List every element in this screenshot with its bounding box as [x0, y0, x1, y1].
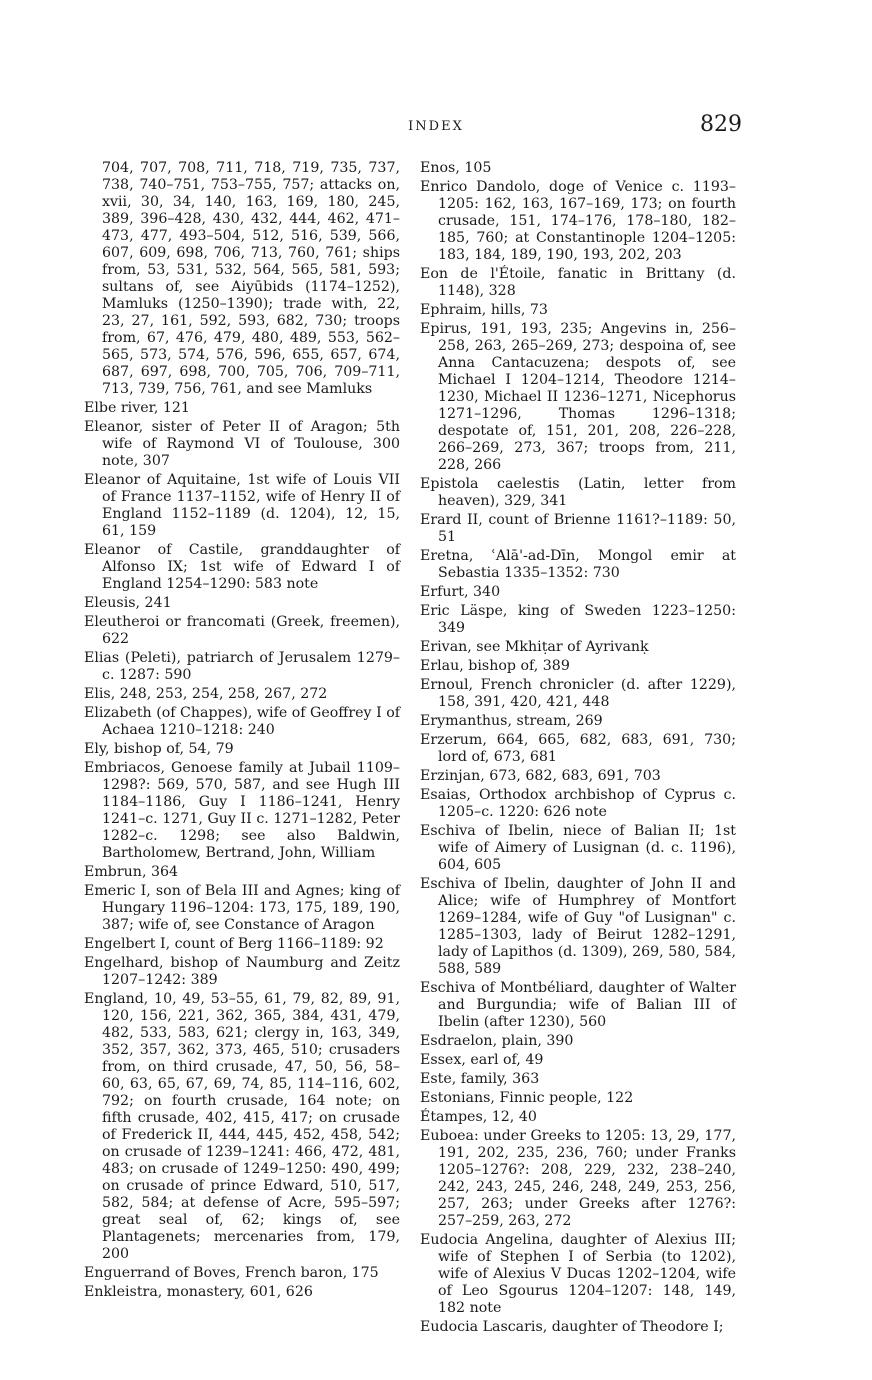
index-entry: Eudocia Angelina, daughter of Alexius III; wife of Stephen I of Serbia (to 1202), wife of Alexius V Ducas 1202–1204, wife of Leo Sgourus 1204–1207: 148, 149, 182 note — [420, 1232, 736, 1316]
index-entry: Eudocia Lascaris, daughter of Theodore I; — [420, 1319, 724, 1335]
index-entry: Epirus, 191, 193, 235; Angevins in, 256–258, 263, 265–269, 273; despoina of, see Anna Cantacuzena; despots of, see Michael I 1204–1214, Theodore 1214–1230, Michael II 1236–1271, Nicephorus 1271–1296, Thomas 1296–1318; despotate of, 151, 201, 208, 226–228, 266–269, 273, 367; troops from, 211, 228, 266 — [420, 321, 736, 473]
running-header: INDEX — [408, 119, 464, 134]
index-entry: Engelbert I, count of Berg 1166–1189: 92 — [84, 936, 384, 952]
index-entry: Esdraelon, plain, 390 — [420, 1033, 574, 1049]
index-entry: Erzinjan, 673, 682, 683, 691, 703 — [420, 768, 661, 784]
index-entry: Erfurt, 340 — [420, 584, 501, 600]
index-entry: Eschiva of Ibelin, daughter of John II and Alice; wife of Humphrey of Montfort 1269–1284, wife of Guy "of Lusignan" c. 1285–1303, lady of Beirut 1282–1291, lady of Lapithos (d. 1309), 269, 580, 584, 588, 589 — [420, 876, 736, 977]
index-entry: Eleanor of Aquitaine, 1st wife of Louis VII of France 1137–1152, wife of Henry II of England 1152–1189 (d. 1204), 12, 15, 61, 159 — [84, 472, 400, 539]
index-entry: Eretna, ʿAlā'-ad-Dīn, Mongol emir at Sebastia 1335–1352: 730 — [420, 548, 736, 581]
index-entry: Erlau, bishop of, 389 — [420, 658, 570, 674]
index-entry: Eschiva of Ibelin, niece of Balian II; 1st wife of Aimery of Lusignan (d. c. 1196), 604, 605 — [420, 823, 736, 873]
index-entry: Étampes, 12, 40 — [420, 1109, 537, 1125]
index-entry: Eschiva of Montbéliard, daughter of Walter and Burgundia; wife of Balian III of Ibelin (after 1230), 560 — [420, 980, 736, 1030]
index-entry: England, 10, 49, 53–55, 61, 79, 82, 89, 91, 120, 156, 221, 362, 365, 384, 431, 479, 482, 533, 583, 621; clergy in, 163, 349, 352, 357, 362, 373, 465, 510; crusaders from, on third crusade, 47, 50, 56, 58–60, 63, 65, 67, 69, 74, 85, 114–116, 602, 792; on fourth crusade, 164 note; on fifth crusade, 402, 415, 417; on crusade of Frederick II, 444, 445, 452, 458, 542; on crusade of 1239–1241: 466, 472, 481, 483; on crusade of 1249–1250: 490, 499; on crusade of prince Edward, 510, 517, 582, 584; at defense of Acre, 595–597; great seal of, 62; kings of, see Plantagenets; mercenaries from, 179, 200 — [84, 991, 400, 1262]
index-entry: Eleusis, 241 — [84, 595, 172, 611]
index-entry: Euboea: under Greeks to 1205: 13, 29, 177, 191, 202, 235, 236, 760; under Franks 1205–1276?: 208, 229, 232, 238–240, 242, 243, 245, 246, 248, 249, 253, 256, 257, 263; under Greeks after 1276?: 257–259, 263, 272 — [420, 1128, 736, 1229]
index-entry: Erard II, count of Brienne 1161?–1189: 50, 51 — [420, 512, 736, 545]
index-entry: Eleanor, sister of Peter II of Aragon; 5th wife of Raymond VI of Toulouse, 300 note, 307 — [84, 419, 400, 469]
page-number: 829 — [700, 112, 742, 137]
index-entry: Estonians, Finnic people, 122 — [420, 1090, 634, 1106]
index-entry: Eon de l'Étoile, fanatic in Brittany (d. 1148), 328 — [420, 266, 736, 299]
index-entry: Elias (Peleti), patriarch of Jerusalem 1279–c. 1287: 590 — [84, 650, 400, 683]
index-entry: Elis, 248, 253, 254, 258, 267, 272 — [84, 686, 328, 702]
index-entry: Erivan, see Mkhiṭar of Ayrivanḳ — [420, 639, 649, 655]
index-entry: Embrun, 364 — [84, 864, 179, 880]
index-entry: Enkleistra, monastery, 601, 626 — [84, 1284, 313, 1300]
index-entry: Eleutheroi or francomati (Greek, freemen), 622 — [84, 614, 400, 647]
index-entry: Erymanthus, stream, 269 — [420, 713, 603, 729]
index-column-left — [84, 160, 400, 1303]
index-entry: 704, 707, 708, 711, 718, 719, 735, 737, 738, 740–751, 753–755, 757; attacks on, xvii, 30, 34, 140, 163, 169, 180, 245, 389, 396–428, 430, 432, 444, 462, 471–473, 477, 493–504, 512, 516, 539, 566, 607, 609, 698, 706, 713, 760, 761; ships from, 53, 531, 532, 564, 565, 581, 593; sultans of, see Aiyūbids (1174–1252), Mamluks (1250–1390); trade with, 22, 23, 27, 161, 592, 593, 682, 730; troops from, 67, 476, 479, 480, 489, 553, 562–565, 573, 574, 576, 596, 655, 657, 674, 687, 697, 698, 700, 705, 706, 709–711, 713, 739, 756, 761, and see Mamluks — [102, 160, 400, 397]
index-entry: Elbe river, 121 — [84, 400, 190, 416]
index-column-right — [420, 160, 736, 1338]
index-entry: Ely, bishop of, 54, 79 — [84, 741, 234, 757]
index-entry: Essex, earl of, 49 — [420, 1052, 544, 1068]
index-entry: Ephraim, hills, 73 — [420, 302, 548, 318]
index-entry: Enrico Dandolo, doge of Venice c. 1193–1205: 162, 163, 167–169, 173; on fourth crusade, 151, 174–176, 178–180, 182–185, 760; at Constantinople 1204–1205: 183, 184, 189, 190, 193, 202, 203 — [420, 179, 736, 263]
index-entry: Emeric I, son of Bela III and Agnes; king of Hungary 1196–1204: 173, 175, 189, 190, 387; wife of, see Constance of Aragon — [84, 883, 400, 933]
index-entry: Enos, 105 — [420, 160, 492, 176]
index-entry: Elizabeth (of Chappes), wife of Geoffrey I of Achaea 1210–1218: 240 — [84, 705, 400, 738]
index-entry: Embriacos, Genoese family at Jubail 1109–1298?: 569, 570, 587, and see Hugh III 1184–1186, Guy I 1186–1241, Henry 1241–c. 1271, Guy II c. 1271–1282, Peter 1282–c. 1298; see also Baldwin, Bartholomew, Bertrand, John, William — [84, 760, 400, 861]
index-entry: Este, family, 363 — [420, 1071, 540, 1087]
index-entry: Esaias, Orthodox archbishop of Cyprus c. 1205–c. 1220: 626 note — [420, 787, 736, 820]
index-entry: Engelhard, bishop of Naumburg and Zeitz 1207–1242: 389 — [84, 955, 400, 988]
index-entry: Enguerrand of Boves, French baron, 175 — [84, 1265, 379, 1281]
index-entry: Epistola caelestis (Latin, letter from heaven), 329, 341 — [420, 476, 736, 509]
index-entry: Ernoul, French chronicler (d. after 1229), 158, 391, 420, 421, 448 — [420, 677, 736, 710]
index-entry: Eleanor of Castile, granddaughter of Alfonso IX; 1st wife of Edward I of England 1254–1290: 583 note — [84, 542, 400, 592]
index-entry: Eric Läspe, king of Sweden 1223–1250: 349 — [420, 603, 736, 636]
index-entry: Erzerum, 664, 665, 682, 683, 691, 730; lord of, 673, 681 — [420, 732, 736, 765]
